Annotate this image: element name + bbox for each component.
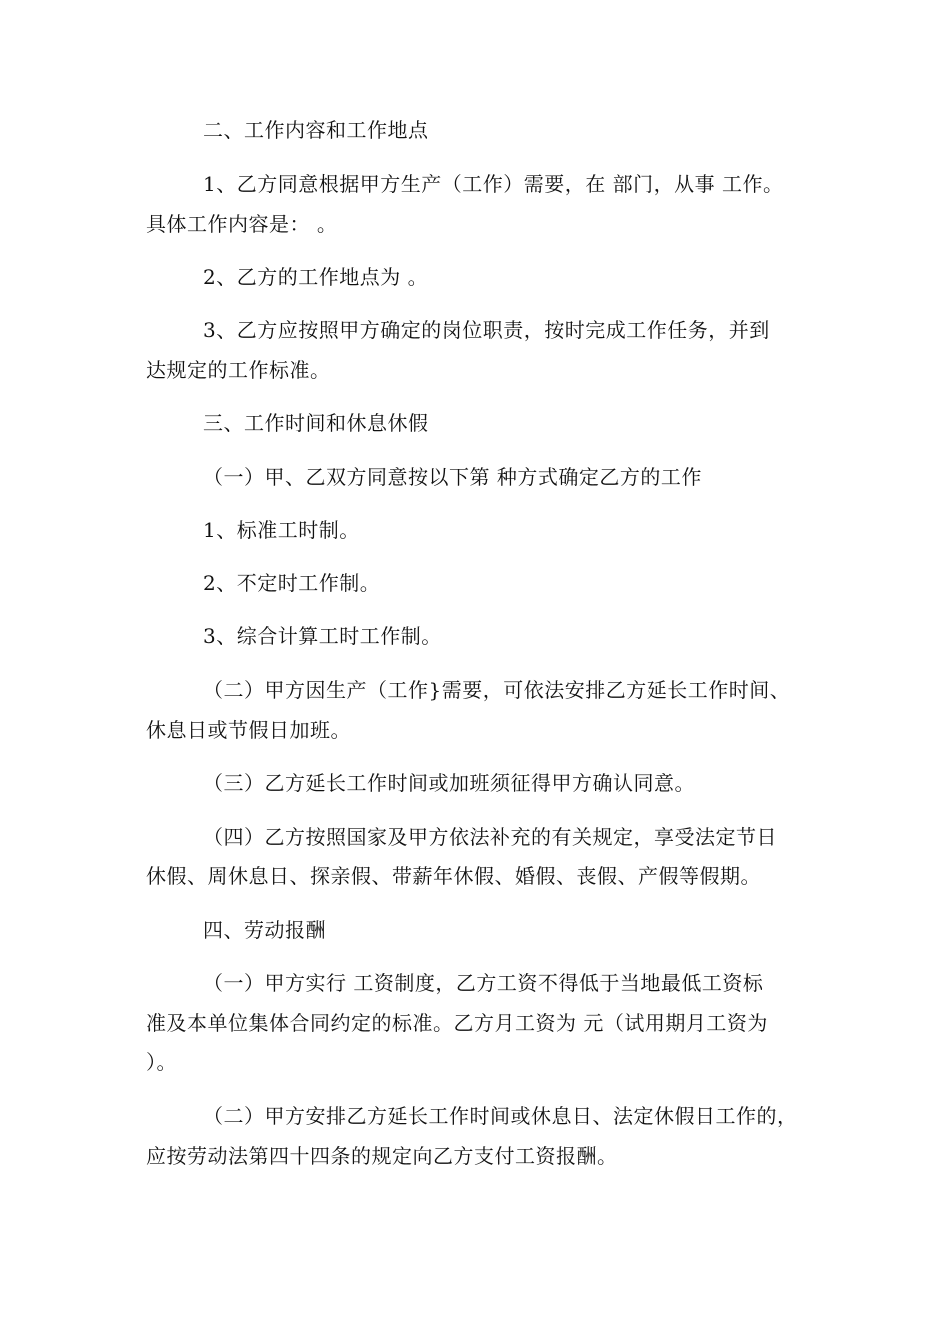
section-heading-3: 三、工作时间和休息休假	[203, 411, 429, 435]
paragraph-line: （四）乙方按照国家及甲方依法补充的有关规定，享受法定节日	[203, 825, 777, 849]
paragraph-line: 休息日或节假日加班。	[146, 718, 351, 742]
section-heading-4: 四、劳动报酬	[203, 918, 326, 942]
paragraph-line: （一）甲、乙双方同意按以下第 种方式确定乙方的工作	[203, 465, 702, 489]
paragraph-line: 休假、周休息日、探亲假、带薪年休假、婚假、丧假、产假等假期。	[146, 864, 761, 888]
list-item: 1、标准工时制。	[203, 518, 360, 542]
paragraph-line: 1、乙方同意根据甲方生产（工作）需要，在 部门，从事 工作。	[203, 172, 784, 196]
paragraph-line: 具体工作内容是： 。	[146, 212, 338, 236]
section-heading-2: 二、工作内容和工作地点	[203, 118, 429, 142]
paragraph-line: （三）乙方延长工作时间或加班须征得甲方确认同意。	[203, 771, 695, 795]
paragraph-line: ）。	[146, 1050, 177, 1074]
paragraph-line: 2、乙方的工作地点为 。	[203, 265, 429, 289]
list-item: 3、综合计算工时工作制。	[203, 624, 442, 648]
list-item: 2、不定时工作制。	[203, 571, 381, 595]
paragraph-line: 准及本单位集体合同约定的标准。乙方月工资为 元（试用期月工资为	[146, 1011, 768, 1035]
paragraph-line: 3、乙方应按照甲方确定的岗位职责，按时完成工作任务，并到	[203, 318, 770, 342]
paragraph-line: （二）甲方安排乙方延长工作时间或休息日、法定休假日工作的，	[203, 1104, 798, 1128]
paragraph-line: 达规定的工作标准。	[146, 358, 331, 382]
paragraph-line: （一）甲方实行 工资制度，乙方工资不得低于当地最低工资标	[203, 971, 764, 995]
paragraph-line: 应按劳动法第四十四条的规定向乙方支付工资报酬。	[146, 1144, 618, 1168]
paragraph-line: （二）甲方因生产（工作}需要，可依法安排乙方延长工作时间、	[203, 678, 791, 702]
